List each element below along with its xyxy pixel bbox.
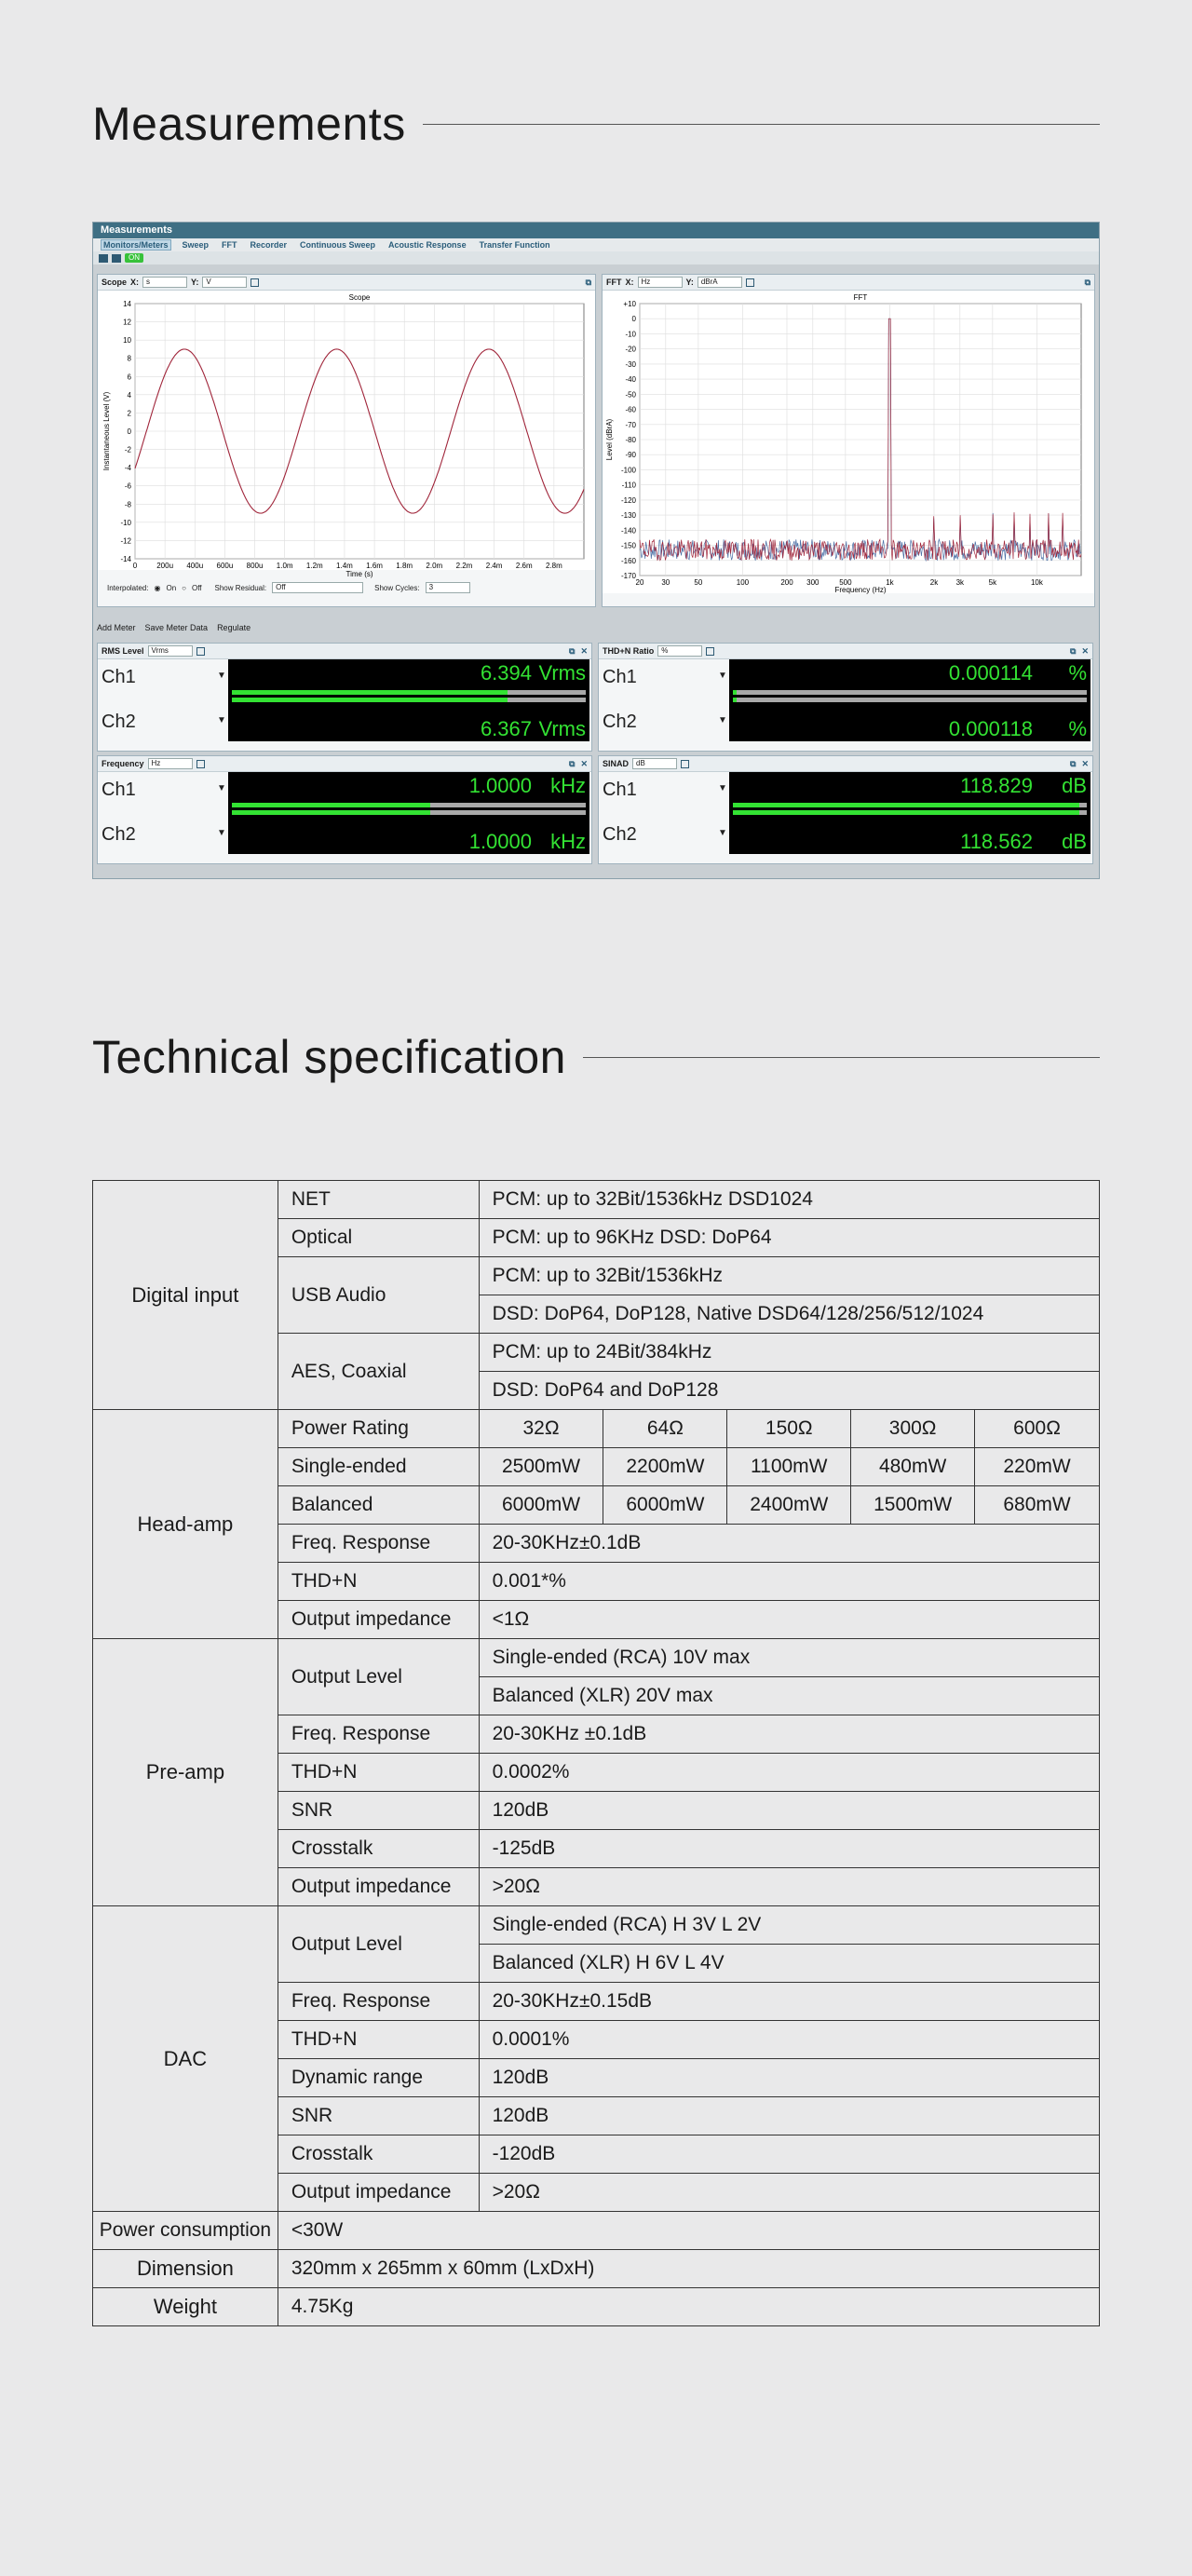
- meter-unit: Vrms: [538, 717, 586, 740]
- param-label: NET: [278, 1181, 479, 1219]
- param-value: 320mm x 265mm x 60mm (LxDxH): [278, 2250, 1099, 2288]
- fft-panel: [602, 274, 1095, 607]
- chevron-down-icon[interactable]: ▼: [718, 783, 727, 793]
- table-row: [93, 1410, 1100, 1448]
- title-rule: [583, 1057, 1100, 1058]
- param-value: DSD: DoP64 and DoP128: [479, 1372, 1099, 1410]
- x-tick-label: 2.0m: [426, 562, 443, 570]
- param-label: USB Audio: [278, 1257, 479, 1334]
- app-titlebar: Measurements: [93, 223, 1099, 238]
- y-axis-label: Y:: [191, 278, 199, 287]
- level-bar-fill: [733, 698, 737, 702]
- param-value: PCM: up to 32Bit/1536kHz: [479, 1257, 1099, 1295]
- table-row: [93, 2250, 1100, 2288]
- chevron-down-icon[interactable]: ▼: [718, 671, 727, 681]
- load-value: 150Ω: [727, 1410, 851, 1448]
- channel-label: Ch1: [102, 780, 136, 800]
- meter-title: THD+N Ratio: [603, 646, 655, 656]
- add-meter-button[interactable]: Add Meter: [97, 623, 136, 632]
- param-label: Output Level: [278, 1906, 479, 1983]
- y-tick-label: -6: [124, 481, 131, 491]
- param-label: THD+N: [278, 1754, 479, 1792]
- y-tick-label: -8: [124, 500, 131, 509]
- param-value: DSD: DoP64, DoP128, Native DSD64/128/256/512/1024: [479, 1295, 1099, 1334]
- y-tick-label: -30: [625, 359, 636, 369]
- table-row: [93, 1639, 1100, 1677]
- param-value: 20-30KHz±0.1dB: [479, 1525, 1099, 1563]
- meter-display: [729, 700, 1090, 741]
- y-tick-label: 14: [123, 300, 131, 308]
- channel-label: Ch1: [603, 667, 637, 687]
- level-bar-fill: [232, 810, 430, 815]
- param-label: Optical: [278, 1219, 479, 1257]
- measurements-heading: [92, 97, 1100, 151]
- param-label: THD+N: [278, 1563, 479, 1601]
- meter-panel: [97, 755, 592, 864]
- show-cycles-label: Show Cycles:: [374, 583, 420, 592]
- param-value: 20-30KHz ±0.1dB: [479, 1715, 1099, 1754]
- meter-value: 118.829: [960, 774, 1033, 797]
- param-label: Balanced: [278, 1486, 479, 1525]
- load-value: 64Ω: [603, 1410, 727, 1448]
- power-value: 1100mW: [727, 1448, 851, 1486]
- x-tick-label: 2.2m: [455, 562, 473, 570]
- meter-value: 6.367: [480, 717, 532, 740]
- power-value: 220mW: [975, 1448, 1100, 1486]
- app-tabs: [93, 238, 1099, 251]
- category-head-amp: Head-amp: [93, 1410, 278, 1639]
- param-value: 0.001*%: [479, 1563, 1099, 1601]
- meter-unit: kHz: [550, 774, 586, 797]
- chevron-down-icon[interactable]: ▼: [217, 715, 226, 725]
- param-label: SNR: [278, 1792, 479, 1830]
- meter-value: 6.394: [480, 661, 532, 685]
- meter-unit: dB: [1062, 830, 1087, 853]
- x-tick-label: 20: [635, 578, 644, 587]
- y-tick-label: -80: [625, 436, 636, 444]
- y-tick-label: -40: [625, 375, 636, 385]
- level-bar-fill: [232, 690, 508, 695]
- channel-label: Ch2: [102, 712, 136, 732]
- cycles-input[interactable]: 3: [426, 582, 470, 593]
- param-value: 4.75Kg: [278, 2288, 1099, 2326]
- x-tick-label: 1.6m: [366, 562, 383, 570]
- fft-y-unit[interactable]: dBrA: [698, 277, 742, 288]
- load-value: 600Ω: [975, 1410, 1100, 1448]
- save-icon[interactable]: [99, 254, 108, 263]
- level-bar: [733, 698, 1087, 702]
- x-axis-title: Time (s): [345, 570, 373, 578]
- fft-label: FFT: [606, 278, 622, 287]
- meter-title: RMS Level: [102, 646, 144, 656]
- settings-icon[interactable]: [251, 278, 259, 287]
- spec-heading: [92, 1030, 1100, 1084]
- power-value: 1500mW: [851, 1486, 975, 1525]
- x-tick-label: 800u: [246, 562, 264, 570]
- chevron-down-icon[interactable]: ▼: [217, 671, 226, 681]
- level-bar: [733, 803, 1087, 807]
- table-row: [93, 1181, 1100, 1219]
- x-tick-label: 2.8m: [545, 562, 562, 570]
- meter-header: [599, 756, 1092, 772]
- meter-value: 0.000118: [948, 717, 1033, 740]
- radio-off[interactable]: ○: [182, 583, 186, 592]
- meter-panel: [598, 643, 1093, 752]
- param-label: Freq. Response: [278, 1983, 479, 2021]
- power-value: 6000mW: [479, 1486, 603, 1525]
- x-tick-label: 1.8m: [396, 562, 413, 570]
- x-axis-label: X:: [130, 278, 140, 287]
- x-tick-label: 300: [806, 578, 820, 587]
- chevron-down-icon[interactable]: ▼: [718, 828, 727, 838]
- category-digital-input: Digital input: [93, 1181, 278, 1410]
- show-residual-label: Show Residual:: [214, 583, 267, 592]
- channel-label: Ch2: [603, 824, 637, 845]
- meter-unit: Vrms: [538, 661, 586, 685]
- level-bar: [232, 690, 586, 695]
- popout-icon[interactable]: ⧉: [569, 758, 576, 768]
- y-tick-label: -10: [625, 330, 636, 339]
- y-tick-label: 6: [127, 373, 131, 382]
- param-value: 0.0002%: [479, 1754, 1099, 1792]
- meter-panel: [598, 755, 1093, 864]
- meter-unit: dB: [1062, 774, 1087, 797]
- meter-panel: [97, 643, 592, 752]
- chevron-down-icon[interactable]: ▼: [718, 715, 727, 725]
- chevron-down-icon[interactable]: ▼: [217, 783, 226, 793]
- x-tick-label: 1.4m: [336, 562, 353, 570]
- y-tick-label: +10: [623, 300, 636, 308]
- y-tick-label: -4: [124, 464, 131, 473]
- category-dimension: Dimension: [93, 2250, 278, 2288]
- fft-x-unit[interactable]: Hz: [638, 277, 683, 288]
- y-tick-label: 2: [127, 409, 131, 418]
- meter-channel-row: [599, 817, 1092, 856]
- param-value: Balanced (XLR) H 6V L 4V: [479, 1945, 1099, 1983]
- level-bar-fill: [733, 803, 1079, 807]
- y-axis-label: Y:: [685, 278, 694, 287]
- param-value: PCM: up to 24Bit/384kHz: [479, 1334, 1099, 1372]
- close-icon[interactable]: ✕: [580, 645, 588, 656]
- meter-value: 118.562: [960, 830, 1033, 853]
- level-bar-fill: [232, 698, 508, 702]
- meter-unit-select[interactable]: dB: [632, 758, 677, 769]
- fft-header: [603, 275, 1094, 291]
- x-tick-label: 100: [736, 578, 750, 587]
- param-label: SNR: [278, 2097, 479, 2135]
- level-bar-fill: [232, 803, 430, 807]
- save-meter-data-button[interactable]: Save Meter Data: [144, 623, 209, 632]
- param-value: Single-ended (RCA) 10V max: [479, 1639, 1099, 1677]
- x-tick-label: 2k: [929, 578, 939, 587]
- tab-transfer-function[interactable]: Transfer Function: [479, 240, 550, 250]
- meter-unit-select[interactable]: Vrms: [148, 645, 193, 657]
- y-tick-label: -10: [120, 518, 131, 527]
- meter-channel-row: [98, 817, 591, 856]
- y-tick-label: -70: [625, 420, 636, 429]
- chevron-down-icon[interactable]: ▼: [217, 828, 226, 838]
- level-bar-fill: [733, 690, 737, 695]
- x-tick-label: 600u: [216, 562, 234, 570]
- param-value: Single-ended (RCA) H 3V L 2V: [479, 1906, 1099, 1945]
- x-tick-label: 2.6m: [515, 562, 533, 570]
- x-tick-label: 1.2m: [305, 562, 323, 570]
- scope-label: Scope: [102, 278, 128, 287]
- y-tick-label: -110: [621, 481, 636, 490]
- param-value: -120dB: [479, 2135, 1099, 2174]
- power-value: 6000mW: [603, 1486, 727, 1525]
- param-value: 20-30KHz±0.15dB: [479, 1983, 1099, 2021]
- y-tick-label: -2: [124, 445, 131, 454]
- x-tick-label: 2.4m: [485, 562, 503, 570]
- param-value: -125dB: [479, 1830, 1099, 1868]
- close-icon[interactable]: ✕: [1081, 758, 1089, 768]
- param-label: Freq. Response: [278, 1715, 479, 1754]
- y-tick-label: -120: [620, 495, 636, 505]
- y-tick-label: -100: [620, 466, 636, 475]
- meter-title: SINAD: [603, 759, 630, 768]
- param-value: <1Ω: [479, 1601, 1099, 1639]
- radio-off-label: Off: [191, 583, 202, 592]
- y-tick-label: -140: [620, 526, 636, 536]
- param-value: 120dB: [479, 1792, 1099, 1830]
- level-bar: [232, 803, 586, 807]
- power-value: 480mW: [851, 1448, 975, 1486]
- x-tick-label: 400u: [186, 562, 204, 570]
- meter-display: [228, 813, 589, 854]
- scope-chart-title: Scope: [348, 293, 371, 302]
- param-label: THD+N: [278, 2021, 479, 2059]
- level-bar: [733, 810, 1087, 815]
- tab-monitors[interactable]: Monitors/Meters: [101, 239, 171, 251]
- y-tick-label: -20: [625, 345, 636, 354]
- meter-header: [98, 644, 591, 659]
- meter-value: 1.0000: [468, 830, 532, 853]
- settings-icon[interactable]: [196, 760, 205, 768]
- scope-x-unit[interactable]: s: [142, 277, 187, 288]
- radio-on[interactable]: ◉: [154, 583, 161, 592]
- y-tick-label: -90: [625, 451, 636, 460]
- popout-icon[interactable]: ⧉: [569, 645, 576, 656]
- table-row: [93, 2212, 1100, 2250]
- x-tick-label: 5k: [988, 578, 997, 587]
- param-label: Output Level: [278, 1639, 479, 1715]
- y-tick-label: 10: [123, 336, 131, 346]
- x-tick-label: 0: [132, 562, 138, 570]
- popout-icon[interactable]: ⧉: [1084, 277, 1090, 287]
- channel-label: Ch1: [603, 780, 637, 800]
- scope-panel: [97, 274, 596, 607]
- settings-icon[interactable]: [706, 647, 714, 656]
- level-bar: [733, 690, 1087, 695]
- meter-header: [599, 644, 1092, 659]
- param-value: PCM: up to 96KHz DSD: DoP64: [479, 1219, 1099, 1257]
- param-label: Output impedance: [278, 2174, 479, 2212]
- tab-acoustic-response[interactable]: Acoustic Response: [388, 240, 467, 250]
- y-tick-label: 4: [127, 390, 131, 400]
- meter-unit: %: [1068, 661, 1087, 685]
- scope-header: [98, 275, 595, 291]
- level-bar: [232, 698, 586, 702]
- settings-icon[interactable]: [746, 278, 754, 287]
- channel-label: Ch1: [102, 667, 136, 687]
- category-dac: DAC: [93, 1906, 278, 2212]
- x-tick-label: 3k: [955, 578, 965, 587]
- power-value: 2200mW: [603, 1448, 727, 1486]
- param-label: Single-ended: [278, 1448, 479, 1486]
- y-tick-label: 8: [127, 354, 131, 363]
- x-tick-label: 1.0m: [276, 562, 293, 570]
- param-label: Dynamic range: [278, 2059, 479, 2097]
- meter-unit: %: [1068, 717, 1087, 740]
- category-pre-amp: Pre-amp: [93, 1639, 278, 1906]
- load-value: 300Ω: [851, 1410, 975, 1448]
- param-label: Crosstalk: [278, 2135, 479, 2174]
- meter-unit-select[interactable]: %: [657, 645, 702, 657]
- close-icon[interactable]: ✕: [580, 758, 588, 768]
- param-label: Power Rating: [278, 1410, 479, 1448]
- y-tick-label: -12: [120, 536, 131, 546]
- popout-icon[interactable]: ⧉: [585, 277, 591, 287]
- param-value: >20Ω: [479, 1868, 1099, 1906]
- power-value: 2500mW: [479, 1448, 603, 1486]
- scope-chart: [98, 291, 595, 578]
- param-value: <30W: [278, 2212, 1099, 2250]
- x-tick-label: 200: [780, 578, 793, 587]
- param-label: Freq. Response: [278, 1525, 479, 1563]
- param-label: Output impedance: [278, 1601, 479, 1639]
- x-tick-label: 500: [839, 578, 852, 587]
- meter-toolbar: [97, 621, 251, 634]
- section-title: Technical specification: [92, 1031, 566, 1083]
- spec-table: [92, 1180, 1100, 2326]
- x-tick-label: 30: [661, 578, 670, 587]
- meter-display: [729, 813, 1090, 854]
- meter-title: Frequency: [102, 759, 144, 768]
- fft-chart: [603, 291, 1094, 593]
- x-tick-label: 200u: [156, 562, 174, 570]
- level-bar: [232, 810, 586, 815]
- category-weight: Weight: [93, 2288, 278, 2326]
- param-label: Output impedance: [278, 1868, 479, 1906]
- tab-continuous-sweep[interactable]: Continuous Sweep: [300, 240, 376, 250]
- y-tick-label: -160: [620, 556, 636, 565]
- settings-icon[interactable]: [196, 647, 205, 656]
- y-tick-label: -170: [620, 572, 636, 580]
- y-tick-label: -150: [620, 541, 636, 550]
- param-value: 120dB: [479, 2059, 1099, 2097]
- section-title: Measurements: [92, 98, 406, 150]
- channel-label: Ch2: [603, 712, 637, 732]
- table-row: [93, 2288, 1100, 2326]
- meter-unit: kHz: [550, 830, 586, 853]
- y-axis-title: Instantaneous Level (V): [102, 391, 111, 471]
- measurement-app: [92, 222, 1100, 879]
- scope-y-unit[interactable]: V: [202, 277, 247, 288]
- x-tick-label: 10k: [1030, 578, 1043, 587]
- app-toolbar: [93, 251, 1099, 264]
- fft-chart-title: FFT: [853, 293, 868, 302]
- meter-display: [228, 700, 589, 741]
- y-tick-label: 0: [631, 315, 636, 324]
- y-tick-label: 12: [123, 318, 131, 327]
- y-tick-label: -130: [620, 511, 636, 521]
- meter-header: [98, 756, 591, 772]
- popout-icon[interactable]: ⧉: [1070, 645, 1077, 656]
- x-tick-label: 50: [694, 578, 703, 587]
- radio-on-label: On: [166, 583, 177, 592]
- param-value: >20Ω: [479, 2174, 1099, 2212]
- interpolated-label: Interpolated:: [107, 583, 149, 592]
- param-value: 0.0001%: [479, 2021, 1099, 2059]
- param-value: PCM: up to 32Bit/1536kHz DSD1024: [479, 1181, 1099, 1219]
- scope-controls: [107, 582, 470, 593]
- settings-icon[interactable]: [681, 760, 689, 768]
- meter-channel-row: [98, 704, 591, 743]
- y-tick-label: -14: [120, 555, 131, 563]
- y-tick-label: -50: [625, 390, 636, 400]
- title-rule: [423, 124, 1100, 125]
- meter-channel-row: [599, 704, 1092, 743]
- param-value: 120dB: [479, 2097, 1099, 2135]
- tab-fft[interactable]: FFT: [222, 240, 237, 250]
- y-tick-label: -60: [625, 405, 636, 414]
- tab-recorder[interactable]: Recorder: [250, 240, 288, 250]
- level-bar-fill: [733, 810, 1079, 815]
- param-value: Balanced (XLR) 20V max: [479, 1677, 1099, 1715]
- tab-sweep[interactable]: Sweep: [182, 240, 210, 250]
- power-value: 2400mW: [727, 1486, 851, 1525]
- generator-on-toggle[interactable]: ON: [125, 253, 143, 263]
- meter-value: 0.000114: [948, 661, 1033, 685]
- x-axis-title: Frequency (Hz): [834, 586, 887, 594]
- close-icon[interactable]: ✕: [1081, 645, 1089, 656]
- chart-icon[interactable]: [112, 254, 121, 263]
- popout-icon[interactable]: ⧉: [1070, 758, 1077, 768]
- x-axis-label: X:: [625, 278, 634, 287]
- channel-label: Ch2: [102, 824, 136, 845]
- residual-select[interactable]: Off: [272, 582, 363, 593]
- param-label: Crosstalk: [278, 1830, 479, 1868]
- x-tick-label: 1k: [886, 578, 894, 587]
- table-row: [93, 1906, 1100, 1945]
- y-axis-title: Level (dBrA): [605, 418, 614, 461]
- category-power: Power consumption: [93, 2212, 278, 2250]
- meter-unit-select[interactable]: Hz: [148, 758, 193, 769]
- load-value: 32Ω: [479, 1410, 603, 1448]
- meter-value: 1.0000: [468, 774, 532, 797]
- regulate-button[interactable]: Regulate: [217, 623, 251, 632]
- y-tick-label: 0: [127, 427, 131, 436]
- power-value: 680mW: [975, 1486, 1100, 1525]
- param-label: AES, Coaxial: [278, 1334, 479, 1410]
